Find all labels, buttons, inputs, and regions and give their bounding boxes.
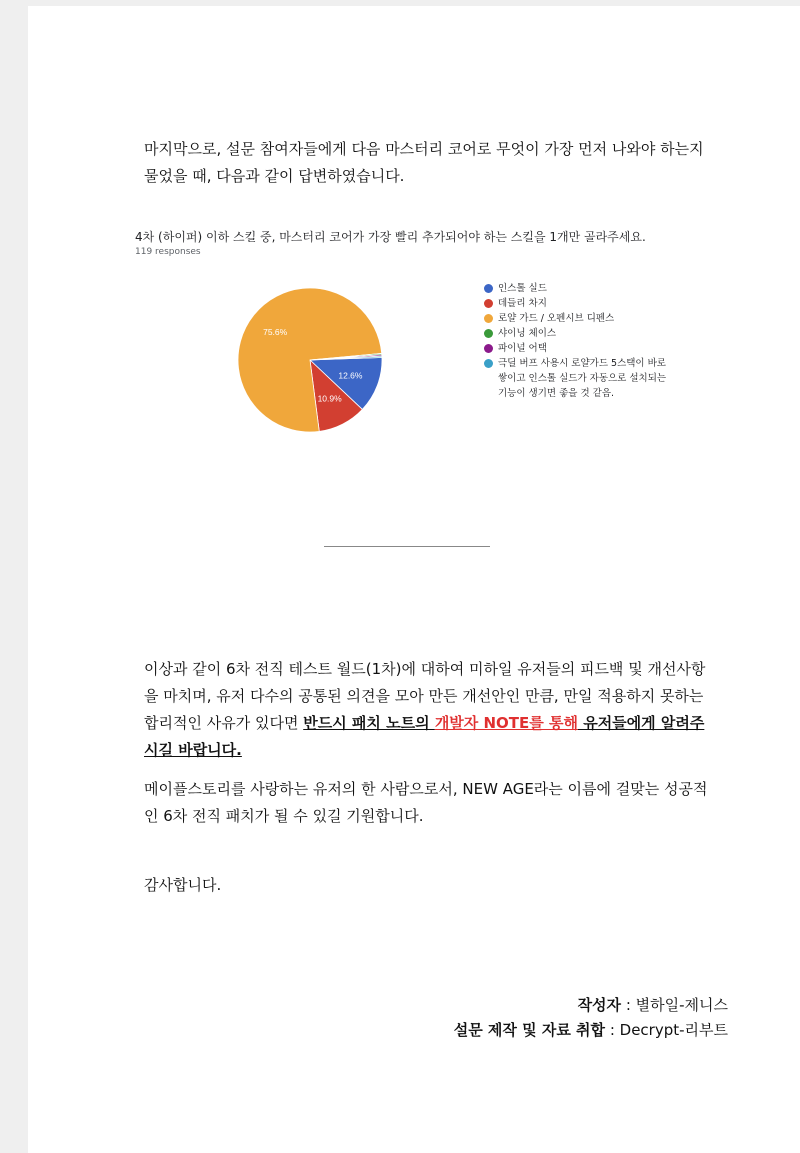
legend-item-5 [484,356,678,401]
author-value: 별하일-제니스 [635,996,728,1014]
summary-emphasis-3: 시길 바랍니다. [144,741,242,759]
section-divider [324,546,490,547]
wish-line-1: 메이플스토리를 사랑하는 유저의 한 사람으로서, NEW AGE라는 이름에 걸맞는 성공적 [144,780,708,798]
survey-separator: : [605,1021,620,1039]
legend-swatch-5 [484,359,493,368]
author-signature [578,992,728,1019]
developer-note-highlight: 개발자 NOTE를 통해 [434,714,578,732]
legend-swatch-1 [484,299,493,308]
chart-legend [484,281,678,401]
intro-paragraph [144,136,728,190]
survey-label: 설문 제작 및 자료 취합 [453,1021,606,1039]
legend-swatch-4 [484,344,493,353]
legend-label-2: 로얄 가드 / 오펜시브 디펜스 [498,313,615,324]
chart-title: 4차 (하이퍼) 이하 스킬 중, 마스터리 코어가 가장 빨리 추가되어야 하는 스킬을 1개만 골라주세요. [135,230,646,244]
legend-item-0 [484,281,678,296]
summary-line-3-plain: 합리적인 사유가 있다면 [144,714,304,732]
legend-item-2 [484,311,678,326]
legend-swatch-2 [484,314,493,323]
pie-chart [230,280,390,440]
thanks-paragraph [144,872,728,899]
author-separator: : [621,996,636,1014]
summary-line-2: 을 마치며, 유저 다수의 공통된 의견을 모아 만든 개선안인 만큼, 만일 적용하지 못하는 [144,687,704,705]
intro-line-2: 물었을 때, 다음과 같이 답변하였습니다. [144,167,405,185]
wish-paragraph [144,776,728,830]
legend-label-4: 파이널 어택 [498,343,547,354]
chart-response-count: 119 responses [135,247,201,257]
legend-item-1 [484,296,678,311]
summary-emphasis-1: 반드시 패치 노트의 [303,714,435,732]
wish-line-2: 인 6차 전직 패치가 될 수 있길 기원합니다. [144,807,424,825]
thanks-text: 감사합니다. [144,876,222,894]
legend-item-3 [484,326,678,341]
summary-emphasis-2: 유저들에게 알려주 [577,714,705,732]
summary-line-1: 이상과 같이 6차 전직 테스트 월드(1차)에 대하여 미하일 유저들의 피드백 및 개선사항 [144,660,706,678]
summary-line-3 [144,710,728,737]
summary-paragraph [144,656,728,764]
legend-label-3: 샤이닝 체이스 [498,328,557,339]
survey-credit [454,1017,728,1044]
legend-item-4 [484,341,678,356]
legend-swatch-0 [484,284,493,293]
legend-swatch-3 [484,329,493,338]
pie-label-1: 10.9% [317,393,342,404]
legend-label-1: 데들리 차지 [498,298,547,309]
pie-label-0: 12.6% [338,370,363,381]
legend-label-0: 인스톨 실드 [498,283,547,294]
summary-line-4 [144,737,728,764]
pie-label-2: 75.6% [263,327,288,338]
legend-label-5: 극딜 버프 사용시 로얄가드 5스택이 바로 쌓이고 인스톨 실드가 자동으로 설치되는 기능이 생기면 좋을 것 같음. [498,358,667,399]
survey-value: Decrypt-리부트 [619,1021,728,1039]
author-label: 작성자 [577,996,622,1014]
intro-line-1: 마지막으로, 설문 참여자들에게 다음 마스터리 코어로 무엇이 가장 먼저 나와야 하는지 [144,140,704,158]
